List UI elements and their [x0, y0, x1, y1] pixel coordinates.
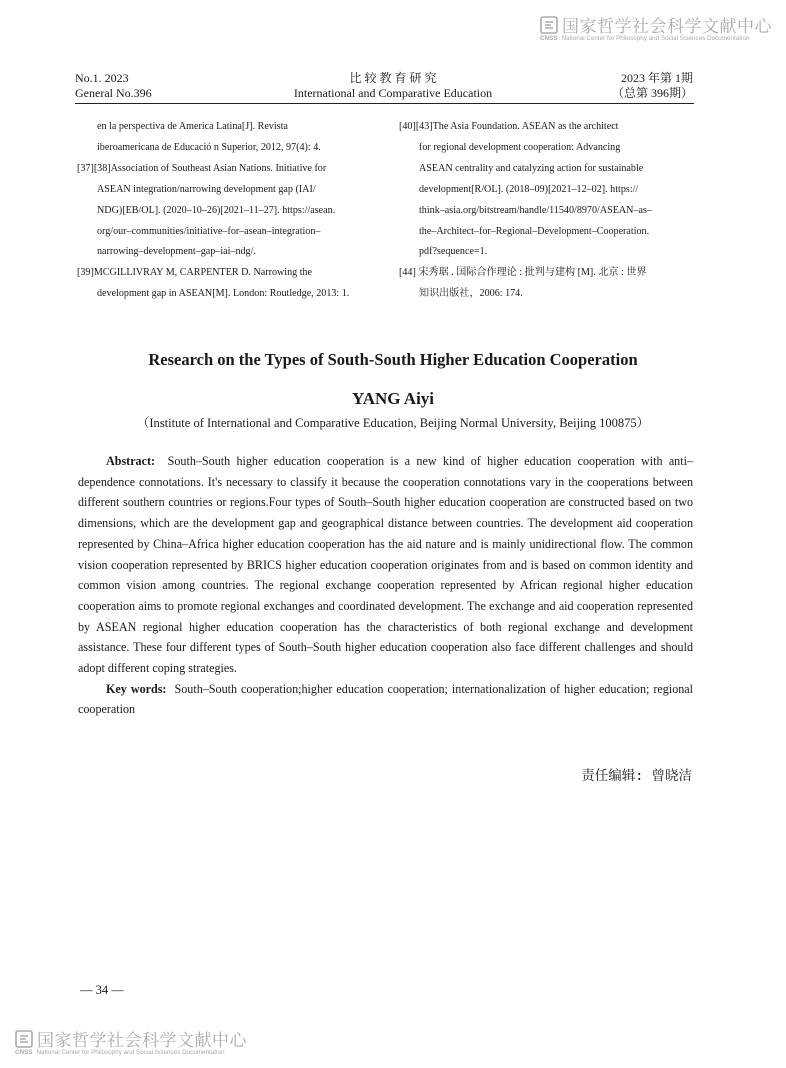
header-year — [612, 71, 693, 101]
header-journal — [243, 71, 543, 101]
watermark-top — [540, 12, 772, 42]
header-rule — [75, 103, 694, 104]
header-general-no: General No.396 — [75, 86, 152, 100]
reference-entry: [37][38]Association of Southeast Asian Nations. Initiative for ASEAN integration/narrowing development gap (IAI/ NDG)[EB/OL]. (2020–10–26)[2021–11–27]. https://asean. org/our–communities/initiative–for–asean–integration– narrowing–development–gap–iai–ndg/. — [77, 162, 336, 258]
article-author: YANG Aiyi — [351, 389, 435, 408]
abstract-text: South–South higher education cooperation is a new kind of higher education cooperation with anti–dependence connotations. It's necessary to classify it because the cooperation connotations vary in the cooperations between different southern countries or regions.Four types of South–South higher education cooperation are constructed based on two dimensions, which are the development gap and geographical distance between countries. The development aid cooperation represented by China–Africa higher education cooperation has the aid nature and is mainly unidirectional flow. The common vision cooperation represented by BRICS higher education cooperation originates from and is based on common identity and common vision among countries. The regional exchange cooperation represented by African regional higher education cooperation aims to promote regional exchanges and coordinated development. The exchange and aid cooperation represented by ASEAN regional higher education cooperation has the characteristics of both regional exchange and development assistance. These four different types of South–South higher education cooperation also face different challenges and should adopt different coping strategies. — [78, 454, 693, 676]
abstract-label: Abstract: — [106, 454, 156, 468]
watermark-bottom — [15, 1026, 247, 1056]
watermark-org-name: 国家哲学社会科学文献中心 — [37, 1031, 247, 1051]
watermark-org-name: 国家哲学社会科学文献中心 — [562, 17, 772, 37]
cnss-logo-icon — [15, 1030, 33, 1048]
references-right — [399, 117, 694, 305]
keywords-paragraph — [78, 679, 693, 720]
watermark-logo-abbr: CNSS — [15, 1049, 33, 1056]
article-affiliation: （Institute of International and Comparative Education, Beijing Normal University, Beijing 100875） — [136, 416, 650, 430]
header-total-cn: （总第 396期） — [611, 86, 693, 100]
header-year-cn: 2023 年第 1期 — [620, 71, 693, 85]
header-journal-en: International and Comparative Education — [293, 86, 493, 100]
header-issue-no: No.1. 2023 — [75, 71, 129, 85]
reference-entry: [44] 宋秀琚 . 国际合作理论 : 批判与建构 [M]. 北京 : 世界 知识出版社，2006: 174. — [399, 267, 647, 300]
keywords-label: Key words: — [106, 681, 167, 696]
reference-entry: [40][43]The Asia Foundation. ASEAN as the architect for regional development cooperation: Advancing ASEAN centrality and catalyzing action for sustainable development[R/OL]. (2018–09)[2021–12–02]. https:// think–asia.org/bitstream/handle/11540/8970/ASEAN–as– the–Architect–for–Regional–Development–Cooperation. pdf?sequence=1. — [399, 121, 652, 258]
editor-note: 责任编辑: 曾晓洁 — [581, 768, 692, 784]
abstract-block — [78, 451, 693, 720]
page-number: — 34 — — [80, 983, 124, 997]
abstract-paragraph — [78, 451, 693, 679]
header-journal-cn: 比 较 教 育 研 究 — [349, 71, 437, 85]
reference-entry: en la perspectiva de America Latina[J]. Revista iberoamericana de Educació n Superior, 2012, 97(4): 4. — [97, 121, 321, 153]
cnss-logo-icon — [540, 16, 558, 34]
watermark-org-name-en: National Center for Philosophy and Social Sciences Documentation — [561, 35, 750, 42]
reference-entry: [39]MCGILLIVRAY M, CARPENTER D. Narrowing the development gap in ASEAN[M]. London: Routledge, 2013: 1. — [77, 267, 350, 300]
watermark-org-name-en: National Center for Philosophy and Social Sciences Documentation — [36, 1049, 225, 1056]
watermark-logo-abbr: CNSS — [540, 35, 558, 42]
article-title: Research on the Types of South-South Higher Education Cooperation — [148, 350, 638, 369]
references-left — [77, 117, 372, 305]
header-issue — [75, 71, 152, 101]
keywords-text: South–South cooperation;higher education cooperation; internationalization of higher education; regional cooperation — [78, 681, 694, 717]
